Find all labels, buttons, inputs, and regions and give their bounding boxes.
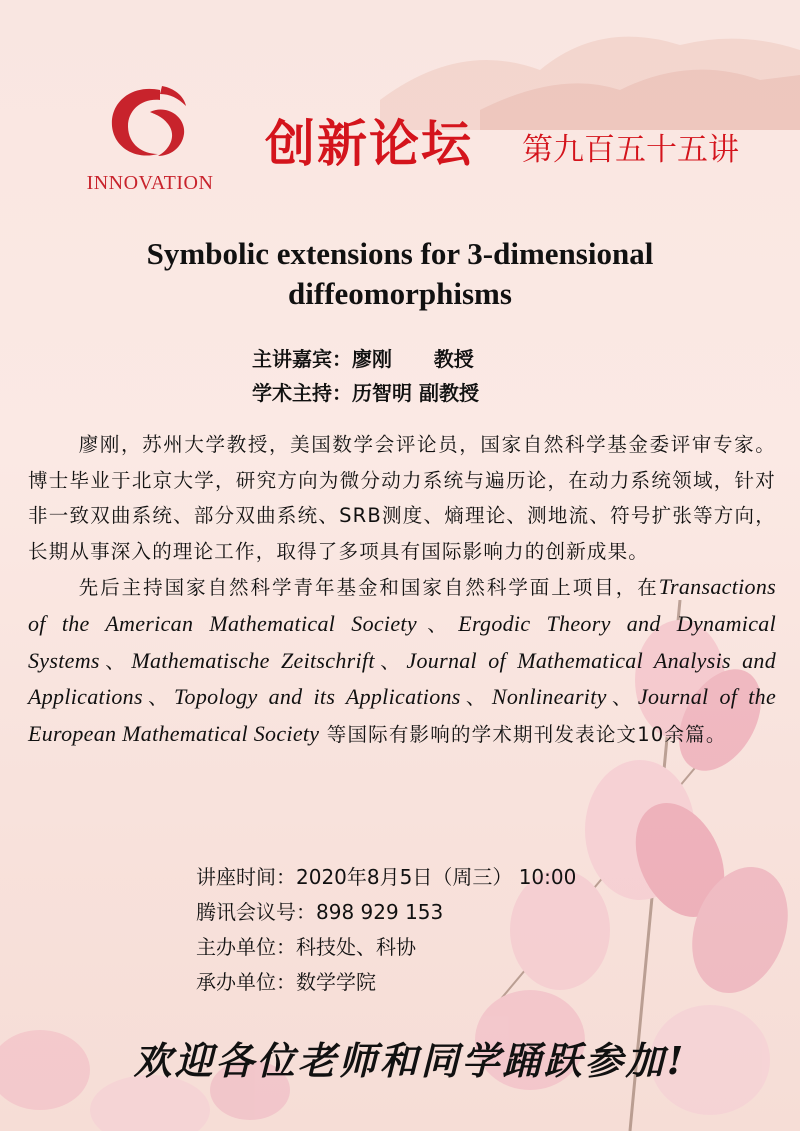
- host-value: 历智明 副教授: [352, 381, 479, 405]
- bio-paragraph-2-intro: 先后主持国家自然科学青年基金和国家自然科学面上项目，在: [78, 576, 659, 600]
- journal-name: Topology and its Applications: [174, 684, 461, 710]
- logo-text: INNOVATION: [86, 172, 214, 194]
- journal-separator: 、: [142, 686, 175, 710]
- forum-title: 创新论坛: [265, 115, 473, 173]
- bio-paragraph-2-outro: 等国际有影响的学术期刊发表论文10余篇。: [319, 722, 727, 746]
- bio-paragraph-1: 廖刚，苏州大学教授，美国数学会评论员，国家自然科学基金委评审专家。博士毕业于北京大学，研究方向为微分动力系统与遍历论，在动力系统领域，针对非一致双曲系统、部分双曲系统、SRB测度、熵理论、测地流、符号扩张等方向，长期从事深入的理论工作，取得了多项具有国际影响力的创新成果。: [28, 433, 776, 563]
- innovation-logo: [80, 82, 220, 197]
- organizer-value: 科技处、科协: [296, 935, 416, 959]
- speaker-bio: [28, 427, 776, 752]
- journal-name: Transactions of the American Mathematical Society: [28, 574, 776, 636]
- journal-name: Mathematische Zeitschrift: [131, 647, 375, 673]
- lecture-info: [196, 860, 576, 1000]
- bio-paragraph-2: [28, 569, 776, 752]
- journal-name: Nonlinearity: [491, 684, 607, 710]
- talk-title: Symbolic extensions for 3-dimensional diffeomorphisms: [146, 236, 654, 311]
- organizer-row: [196, 930, 576, 965]
- innovation-swirl-logo-icon: [102, 82, 192, 162]
- host-row: [252, 376, 479, 410]
- people-block: [252, 342, 479, 410]
- organizer-label: 主办单位：: [196, 935, 296, 959]
- journal-separator: 、: [460, 686, 492, 710]
- host-unit-value: 数学学院: [296, 970, 376, 994]
- journal-separator: 、: [99, 649, 132, 673]
- journal-separator: 、: [374, 649, 407, 673]
- host-label: 学术主持：: [252, 381, 352, 405]
- time-label: 讲座时间：: [196, 865, 296, 889]
- speaker-value: 廖刚 教授: [352, 347, 474, 371]
- journal-name: Ergodic Theory and Dynamical Systems: [28, 610, 776, 673]
- speaker-row: [252, 342, 479, 376]
- time-row: [196, 860, 576, 895]
- journal-name: Journal of the European Mathematical Society: [28, 684, 777, 746]
- speaker-label: 主讲嘉宾：: [252, 347, 352, 371]
- time-value: 2020年8月5日（周三） 10:00: [296, 865, 577, 889]
- journal-name: Journal of Mathematical Analysis and Applications: [28, 647, 777, 710]
- host-unit-row: [196, 965, 576, 1000]
- meeting-label: 腾讯会议号：: [196, 900, 316, 924]
- journal-separator: 、: [416, 612, 459, 636]
- meeting-id: 898 929 153: [316, 900, 444, 924]
- meeting-row: [196, 895, 576, 930]
- lecture-number: 第九百五十五讲: [522, 132, 739, 168]
- journal-separator: 、: [606, 686, 638, 710]
- welcome-message: 欢迎各位老师和同学踊跃参加!: [133, 1038, 687, 1083]
- host-unit-label: 承办单位：: [196, 970, 296, 994]
